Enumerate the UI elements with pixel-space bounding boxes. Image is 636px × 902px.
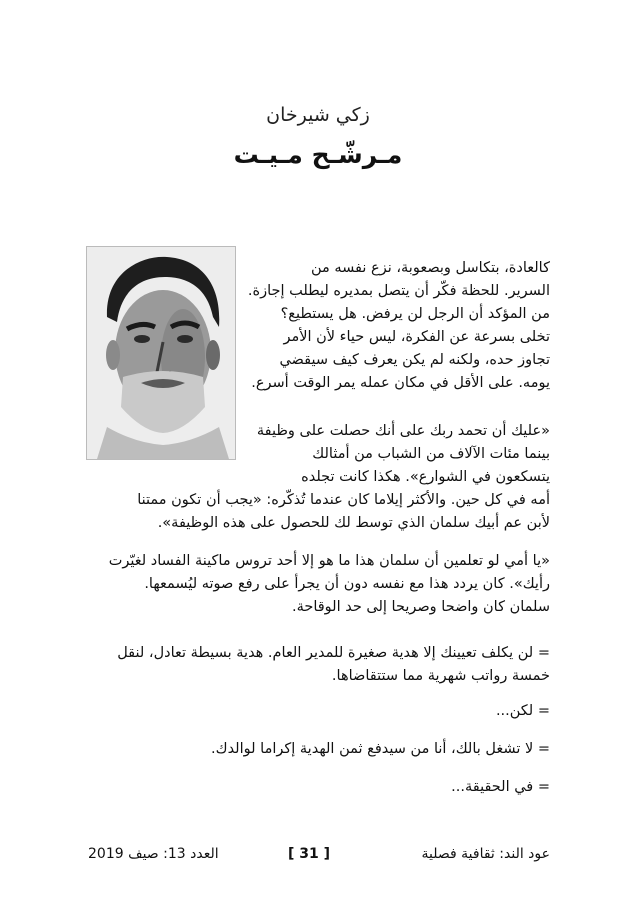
- text-line: كالعادة، بتكاسل وبصعوبة، نزع نفسه من: [310, 260, 550, 276]
- text-line: يومه. على الأقل في مكان عمله يمر الوقت أسرع.: [251, 375, 550, 391]
- text-line: «عليك أن تحمد ربك على أنك حصلت على وظيفة: [256, 423, 550, 439]
- text-line: السرير. للحظة فكّر أن يتصل بمديره ليطلب إجازة.: [247, 283, 550, 299]
- story-title: مـرشّـح مـيـت: [233, 140, 403, 169]
- text-line: أمه في كل حين. والأكثر إيلاما كان عندما تُذكّره: «يجب أن تكون ممتنا: [137, 492, 550, 508]
- author-name: زكي شيرخان: [266, 104, 370, 126]
- journal-name: عود الند: ثقافية فصلية: [421, 846, 550, 862]
- dialogue-3: [88, 738, 550, 761]
- text-line: لأبن عم أبيك سلمان الذي توسط لك للحصول على هذه الوظيفة».: [157, 515, 550, 531]
- issue-info: العدد 13: صيف 2019: [88, 846, 219, 862]
- text-line: تخلى بسرعة عن الفكرة، ليس حياء لأن الأمر: [283, 329, 550, 345]
- page-number: [ 31 ]: [288, 846, 331, 862]
- dialogue-2: [88, 700, 550, 723]
- author-photo: [86, 246, 236, 460]
- text-line: «يا أمي لو تعلمين أن سلمان هذا ما هو إلا أحد تروس ماكينة الفساد لغيّرت: [108, 553, 550, 569]
- text-line: يتسكعون في الشوارع». هكذا كانت تجلده: [301, 469, 550, 485]
- paragraph-2: [245, 420, 550, 489]
- dialogue-1: [88, 642, 550, 688]
- author-portrait-icon: [87, 247, 235, 459]
- text-line: تجاوز حده، ولكنه لم يكن يعرف كيف سيقضي: [279, 352, 550, 368]
- paragraph-1: [245, 257, 550, 395]
- text-line: = لا تشغل بالك، أنا من سيدفع ثمن الهدية إكراما لوالدك.: [211, 741, 550, 757]
- text-line: = في الحقيقة...: [451, 779, 550, 795]
- text-line: سلمان كان واضحا وصريحا إلى حد الوقاحة.: [291, 599, 550, 615]
- dialogue-4: [88, 776, 550, 799]
- text-line: = لن يكلف تعيينك إلا هدية صغيرة للمدير العام. هدية بسيطة تعادل، لنقل: [117, 645, 550, 661]
- text-line: بينما مئات الآلاف من الشباب من أمثالك: [312, 446, 550, 462]
- text-line: رأيك». كان يردد هذا مع نفسه دون أن يجرأ على رفع صوته ليُسمعها.: [144, 576, 550, 592]
- paragraph-2-continued: [88, 489, 550, 535]
- paragraph-3: [88, 550, 550, 619]
- text-line: خمسة رواتب شهرية مما ستتقاضاها.: [331, 668, 550, 684]
- text-line: من المؤكد أن الرجل لن يرفض. هل يستطيع؟: [280, 306, 550, 322]
- text-line: = لكن...: [495, 703, 550, 719]
- page-footer: [88, 846, 550, 866]
